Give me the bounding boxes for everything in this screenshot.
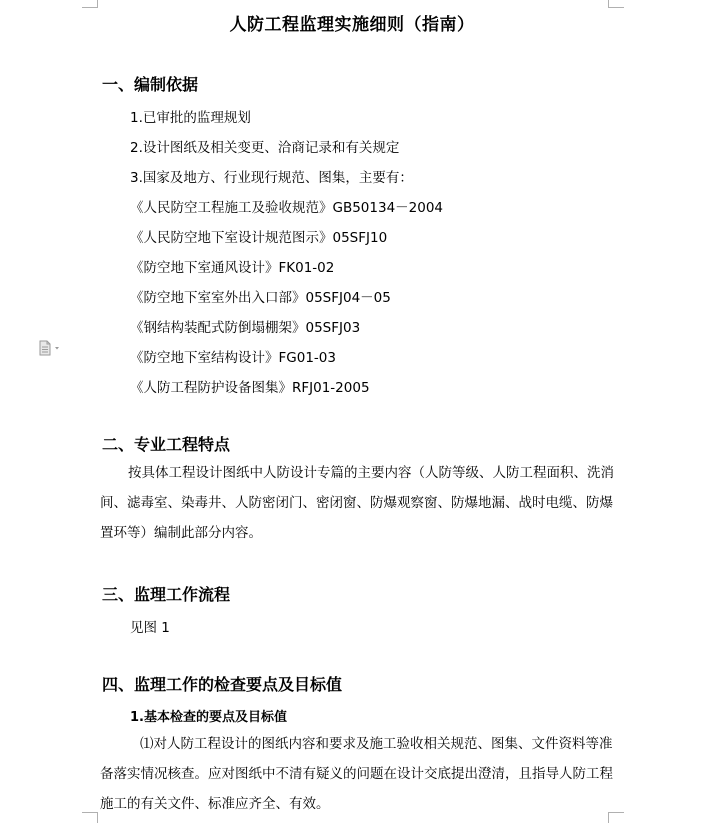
standard-reference: 《人民防空工程施工及验收规范》GB50134－2004 [130,200,444,216]
standard-reference: 《钢结构装配式防倒塌棚架》05SFJ03 [130,320,361,336]
section-paragraph [100,729,615,819]
page-corner-mark [82,812,98,813]
standard-reference: 《防空地下室结构设计》FG01-03 [130,350,336,366]
standard-reference: 《人防工程防护设备图集》RFJ01-2005 [130,380,370,396]
page-corner-mark [608,7,624,8]
section-heading-checkpoints: 四、监理工作的检查要点及目标值 [102,675,343,694]
standard-reference: 《人民防空地下室设计规范图示》05SFJ10 [130,230,388,246]
section-heading-features: 二、专业工程特点 [102,435,231,454]
page-corner-mark [82,7,98,8]
subsection-heading: 1.基本检查的要点及目标值 [130,710,287,725]
paragraph-text: 按具体工程设计图纸中人防设计专篇的主要内容（人防等级、人防工程面积、洗消间、滤毒室、染毒井、人防密闭门、密闭窗、防爆观察窗、防爆地漏、战时电缆、防爆置环等）编制此部分内容。 [100,465,614,541]
list-item: 2.设计图纸及相关变更、洽商记录和有关规定 [130,140,400,156]
figure-reference: 见图 1 [130,620,170,636]
standard-reference: 《防空地下室室外出入口部》05SFJ04－05 [130,290,391,306]
section-heading-basis: 一、编制依据 [102,75,199,94]
paragraph-text: ⑴对人防工程设计的图纸内容和要求及施工验收相关规范、图集、文件资料等准备落实情况核查。应对图纸中不清有疑义的问题在设计交底提出澄清，且指导人防工程施工的有关文件、标准应齐全、有效。 [100,736,613,812]
document-icon[interactable] [38,340,64,356]
standard-reference: 《防空地下室通风设计》FK01-02 [130,260,335,276]
section-paragraph [100,458,615,548]
page-corner-mark [97,812,98,823]
list-item: 1.已审批的监理规划 [130,110,251,126]
list-item: 3.国家及地方、行业现行规范、图集，主要有： [130,170,413,186]
document-title: 人防工程监理实施细则（指南） [229,15,475,35]
section-heading-workflow: 三、监理工作流程 [102,585,231,604]
